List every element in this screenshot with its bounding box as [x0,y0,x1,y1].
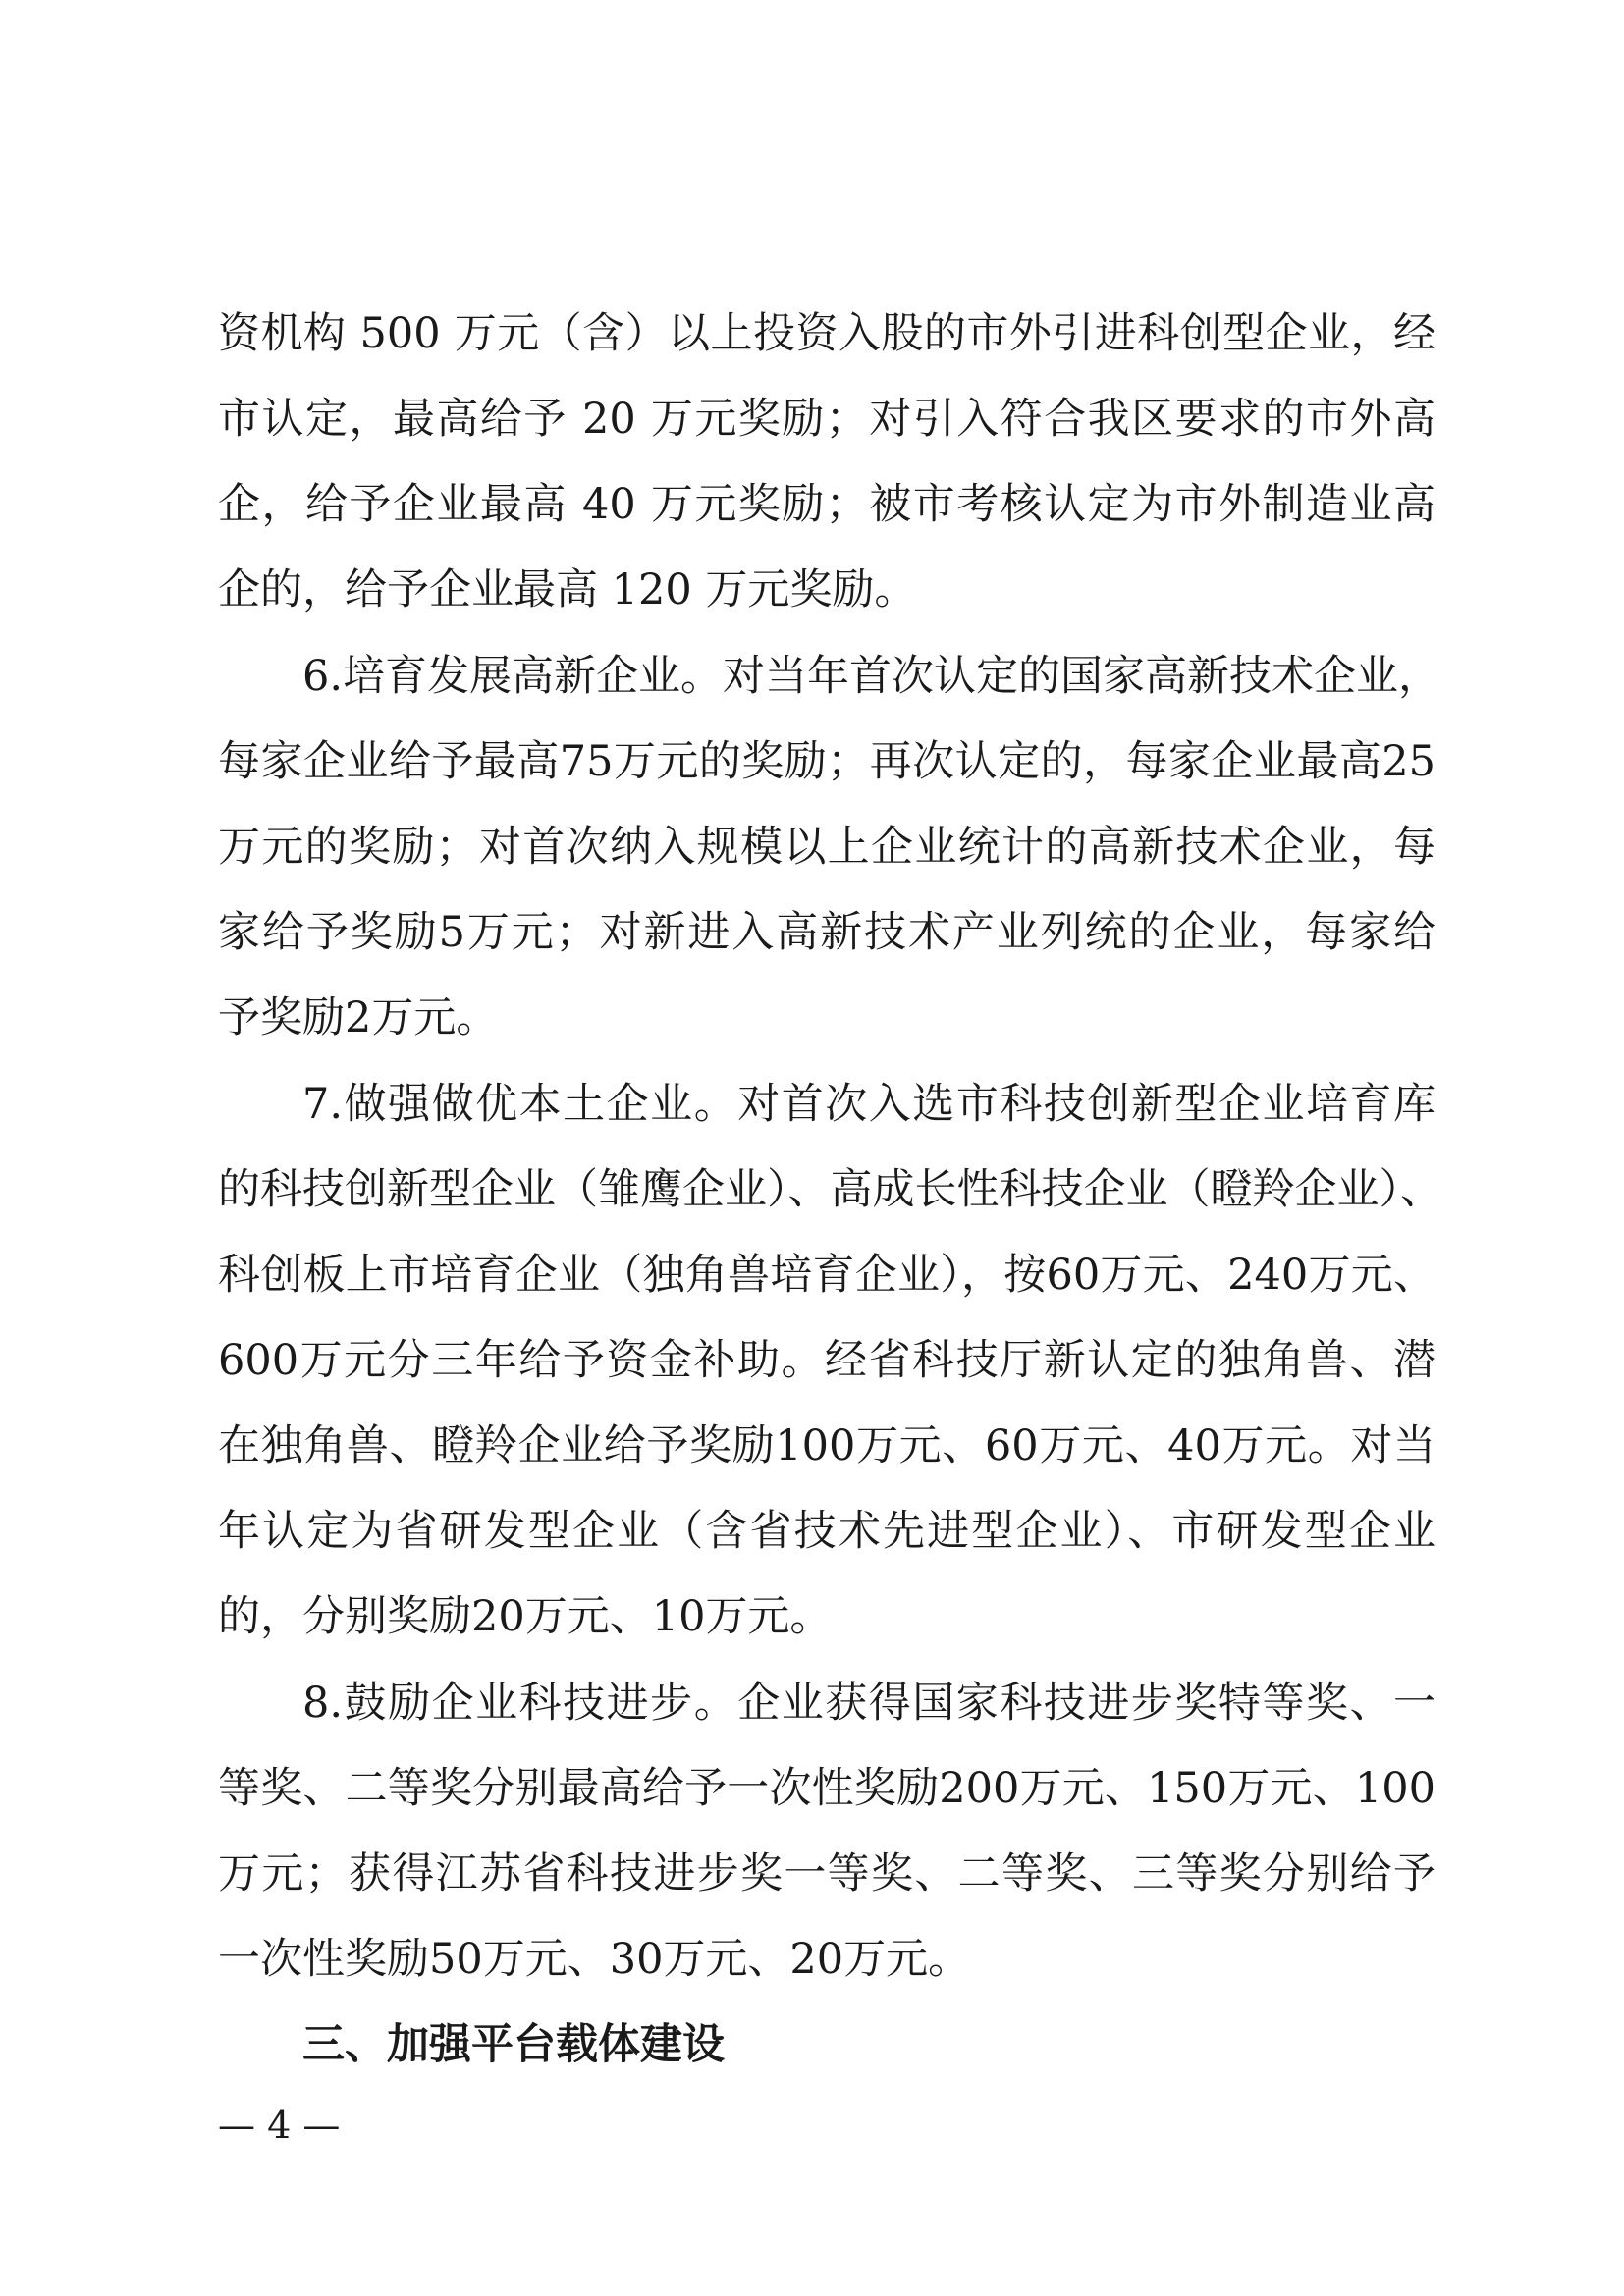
paragraph-1-line-3: 企，给予企业最高 40 万元奖励；被市考核认定为市外制造业高 [218,480,1435,529]
paragraph-3-line-1: 7.做强做优本土企业。对首次入选市科技创新型企业培育库 [302,1080,1435,1129]
paragraph-2-line-3: 万元的奖励；对首次纳入规模以上企业统计的高新技术企业，每 [218,823,1435,872]
paragraph-1-line-4: 企的，给予企业最高 120 万元奖励。 [218,565,917,614]
paragraph-4-line-1: 8.鼓励企业科技进步。企业获得国家科技进步奖特等奖、一 [302,1679,1435,1728]
section-heading: 三、加强平台载体建设 [302,2020,725,2069]
page-number: — 4 — [218,2104,341,2147]
paragraph-3-line-6: 年认定为省研发型企业（含省技术先进型企业）、市研发型企业 [218,1507,1435,1556]
paragraph-1-line-1: 资机构 500 万元（含）以上投资入股的市外引进科创型企业，经 [218,309,1435,358]
paragraph-2-line-5: 予奖励2万元。 [218,993,499,1042]
paragraph-4-line-3: 万元；获得江苏省科技进步奖一等奖、二等奖、三等奖分别给予 [218,1849,1435,1898]
paragraph-4-line-2: 等奖、二等奖分别最高给予一次性奖励200万元、150万元、100 [218,1764,1435,1813]
paragraph-3-line-5: 在独角兽、瞪羚企业给予奖励100万元、60万元、40万元。对当 [218,1421,1435,1470]
paragraph-3-line-3: 科创板上市培育企业（独角兽培育企业），按60万元、240万元、 [218,1251,1435,1300]
paragraph-2-line-2: 每家企业给予最高75万元的奖励；再次认定的，每家企业最高25 [218,737,1435,786]
paragraph-4-line-4: 一次性奖励50万元、30万元、20万元。 [218,1935,971,1984]
paragraph-3-line-2: 的科技创新型企业（雏鹰企业）、高成长性科技企业（瞪羚企业）、 [218,1165,1442,1214]
paragraph-1-line-2: 市认定，最高给予 20 万元奖励；对引入符合我区要求的市外高 [218,395,1435,444]
paragraph-2-line-1: 6.培育发展高新企业。对当年首次认定的国家高新技术企业， [302,652,1441,701]
paragraph-3-line-7: 的，分别奖励20万元、10万元。 [218,1592,833,1641]
paragraph-3-line-4: 600万元分三年给予资金补助。经省科技厅新认定的独角兽、潜 [218,1336,1435,1385]
paragraph-2-line-4: 家给予奖励5万元；对新进入高新技术产业列统的企业，每家给 [218,908,1435,957]
